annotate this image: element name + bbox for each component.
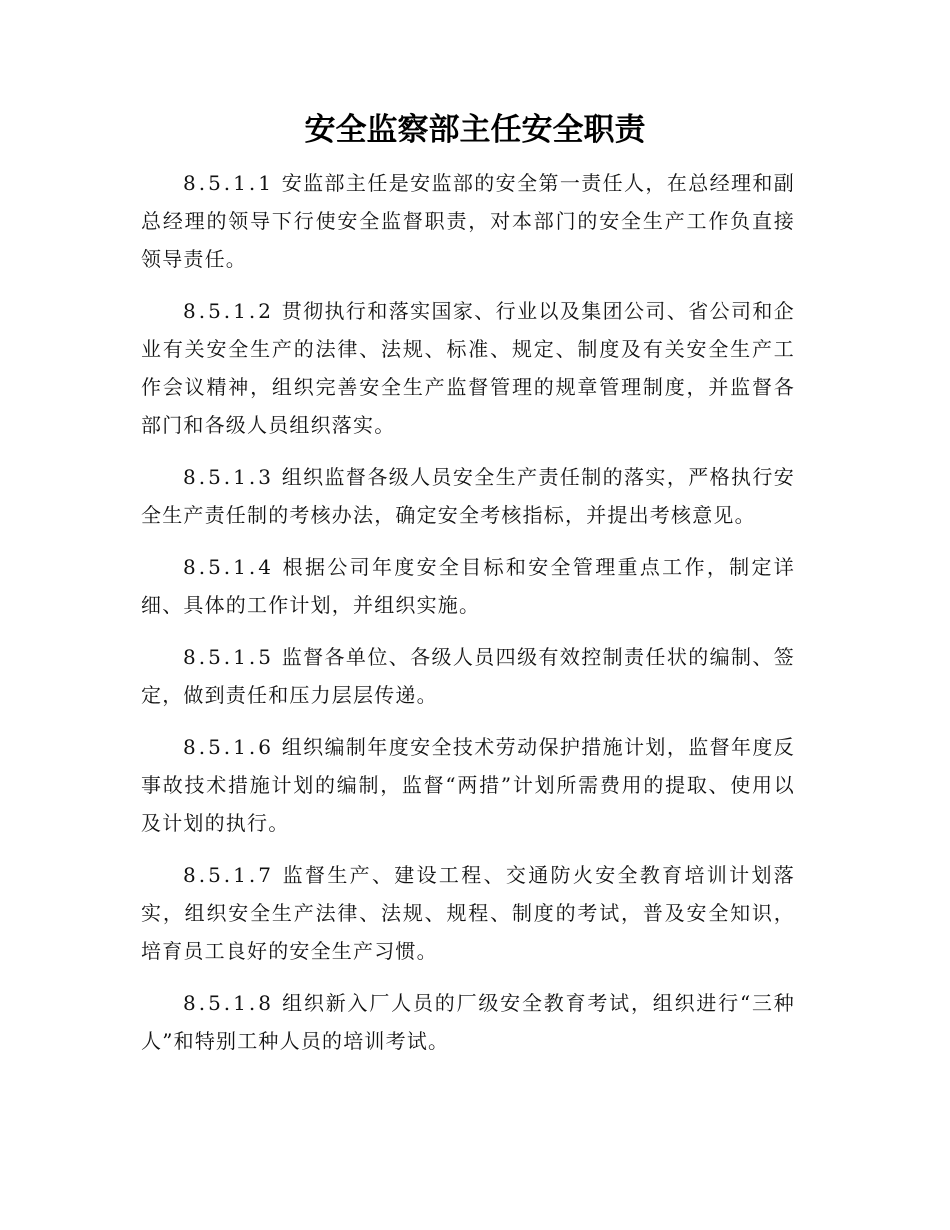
paragraph-text: 组织新入厂人员的厂级安全教育考试，组织进行“三种人”和特别工种人员的培训考试。 — [141, 991, 796, 1053]
document-title: 安全监察部主任安全职责 — [304, 112, 646, 148]
paragraph-text: 监督生产、建设工程、交通防火安全教育培训计划落实，组织安全生产法律、法规、规程、制度的考试，普及安全知识，培育员工良好的安全生产习惯。 — [141, 863, 795, 963]
paragraph-number: 8.5.1.7 — [183, 863, 274, 887]
paragraph-text: 组织监督各级人员安全生产责任制的落实，严格执行安全生产责任制的考核办法，确定安全考核指标，并提出考核意见。 — [141, 465, 795, 527]
paragraph-text: 根据公司年度安全目标和安全管理重点工作，制定详细、具体的工作计划，并组织实施。 — [141, 555, 795, 617]
paragraph-number: 8.5.1.1 — [183, 171, 274, 195]
paragraph-8-5-1-7 — [141, 856, 795, 970]
paragraph-8-5-1-5 — [141, 638, 795, 714]
paragraph-number: 8.5.1.6 — [183, 735, 274, 759]
paragraph-number: 8.5.1.3 — [183, 465, 274, 489]
paragraph-8-5-1-1 — [141, 164, 795, 278]
paragraph-8-5-1-6 — [141, 728, 795, 842]
paragraph-text: 贯彻执行和落实国家、行业以及集团公司、省公司和企业有关安全生产的法律、法规、标准、规定、制度及有关安全生产工作会议精神，组织完善安全生产监督管理的规章管理制度，并监督各部门和各级人员组织落实。 — [141, 299, 795, 437]
paragraph-text: 组织编制年度安全技术劳动保护措施计划，监督年度反事故技术措施计划的编制，监督“两措”计划所需费用的提取、使用以及计划的执行。 — [141, 735, 795, 835]
paragraph-8-5-1-8 — [141, 984, 795, 1060]
paragraph-8-5-1-2 — [141, 292, 795, 444]
paragraph-number: 8.5.1.5 — [183, 645, 274, 669]
paragraph-number: 8.5.1.8 — [183, 991, 274, 1015]
paragraph-number: 8.5.1.4 — [183, 555, 274, 579]
paragraph-text: 监督各单位、各级人员四级有效控制责任状的编制、签定，做到责任和压力层层传递。 — [141, 645, 795, 707]
document-body — [141, 164, 795, 1074]
paragraph-text: 安监部主任是安监部的安全第一责任人，在总经理和副总经理的领导下行使安全监督职责，对本部门的安全生产工作负直接领导责任。 — [141, 171, 795, 271]
paragraph-8-5-1-3 — [141, 458, 795, 534]
paragraph-8-5-1-4 — [141, 548, 795, 624]
paragraph-number: 8.5.1.2 — [183, 299, 274, 323]
